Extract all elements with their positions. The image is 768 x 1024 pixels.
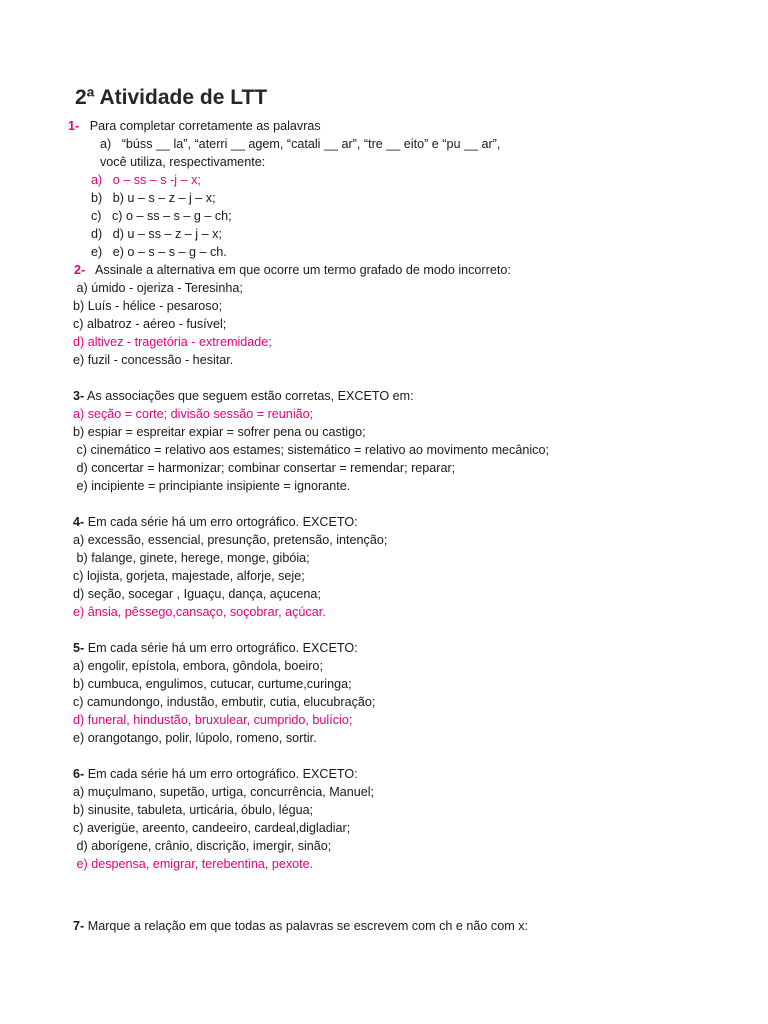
question-7-number: 7- xyxy=(73,919,85,933)
question-4-option-d: d) seção, socegar , Iguaçu, dança, açucena; xyxy=(73,587,321,601)
question-4-text: Em cada série há um erro ortográfico. EXCETO: xyxy=(84,515,358,529)
question-4-stem xyxy=(73,514,358,530)
question-7-stem xyxy=(73,918,528,934)
question-2-stem xyxy=(74,262,511,278)
question-2-option-d: d) altivez - tragetória - extremidade; xyxy=(73,335,272,349)
question-3-option-c: c) cinemático = relativo aos estames; sistemático = relativo ao movimento mecânico; xyxy=(73,443,549,457)
question-6-option-c: c) averigüe, areento, candeeiro, cardeal,digladiar; xyxy=(73,821,351,835)
question-4-option-b: b) falange, ginete, herege, monge, gibóia; xyxy=(73,551,310,565)
question-5-option-a: a) engolir, epístola, embora, gôndola, boeiro; xyxy=(73,659,323,673)
question-6-text: Em cada série há um erro ortográfico. EXCETO: xyxy=(84,767,358,781)
question-5-option-d: d) funeral, hindustão, bruxulear, cumprido, bulício; xyxy=(73,713,353,727)
question-6-option-b: b) sinusite, tabuleta, urticária, óbulo, légua; xyxy=(73,803,314,817)
question-2-option-a: a) úmido - ojeriza - Teresinha; xyxy=(73,281,243,295)
question-3-option-e: e) incipiente = principiante insipiente = ignorante. xyxy=(73,479,351,493)
question-3-option-a: a) seção = corte; divisão sessão = reunião; xyxy=(73,407,314,421)
question-4-option-c: c) lojista, gorjeta, majestade, alforje, seje; xyxy=(73,569,305,583)
question-3-number: 3- xyxy=(73,389,85,403)
question-3-text: As associações que seguem estão corretas, EXCETO em: xyxy=(84,389,414,403)
question-2-option-e: e) fuzil - concessão - hesitar. xyxy=(73,353,234,367)
page-title: 2ª Atividade de LTT xyxy=(75,86,268,109)
question-2-text: Assinale a alternativa em que ocorre um termo grafado de modo incorreto: xyxy=(95,263,511,277)
question-1-option-a: a) o – ss – s -j – x; xyxy=(91,173,201,187)
question-6-stem xyxy=(73,766,358,782)
question-3-option-d: d) concertar = harmonizar; combinar consertar = remendar; reparar; xyxy=(73,461,456,475)
question-5-option-c: c) camundongo, industão, embutir, cutia, elucubração; xyxy=(73,695,376,709)
question-5-text: Em cada série há um erro ortográfico. EXCETO: xyxy=(84,641,358,655)
question-3-stem xyxy=(73,388,414,404)
question-4-option-e: e) ânsia, pêssego,cansaço, soçobrar, açúcar. xyxy=(73,605,326,619)
question-6-option-e: e) despensa, emigrar, terebentina, pexote. xyxy=(73,857,314,871)
question-2-option-c: c) albatroz - aéreo - fusível; xyxy=(73,317,227,331)
question-1-number: 1- xyxy=(68,119,80,133)
question-4-number: 4- xyxy=(73,515,85,529)
question-1-sub2: você utiliza, respectivamente: xyxy=(100,155,266,169)
question-5-option-e: e) orangotango, polir, lúpolo, romeno, sortir. xyxy=(73,731,317,745)
question-1-sub: a) “búss __ la”, “aterri __ agem, “catali __ ar”, “tre __ eito” e “pu __ ar”, xyxy=(100,137,501,151)
question-1-option-d: d) d) u – ss – z – j – x; xyxy=(91,227,222,241)
question-3-option-b: b) espiar = espreitar expiar = sofrer pena ou castigo; xyxy=(73,425,366,439)
question-1-option-c: c) c) o – ss – s – g – ch; xyxy=(91,209,232,223)
question-1-option-e: e) e) o – s – s – g – ch. xyxy=(91,245,227,259)
question-2-option-b: b) Luís - hélice - pesaroso; xyxy=(73,299,223,313)
question-6-number: 6- xyxy=(73,767,85,781)
question-1-text: Para completar corretamente as palavras xyxy=(89,119,321,133)
question-4-option-a: a) excessão, essencial, presunção, pretensão, intenção; xyxy=(73,533,388,547)
question-5-number: 5- xyxy=(73,641,85,655)
question-1-stem xyxy=(68,118,321,134)
question-2-number: 2- xyxy=(74,263,86,277)
question-1-option-b: b) b) u – s – z – j – x; xyxy=(91,191,216,205)
question-5-stem xyxy=(73,640,358,656)
question-7-text: Marque a relação em que todas as palavras se escrevem com ch e não com x: xyxy=(84,919,528,933)
question-5-option-b: b) cumbuca, engulimos, cutucar, curtume,curinga; xyxy=(73,677,352,691)
question-6-option-a: a) muçulmano, supetão, urtiga, concurrência, Manuel; xyxy=(73,785,375,799)
question-6-option-d: d) aborígene, crânio, discrição, imergir, sinão; xyxy=(73,839,332,853)
